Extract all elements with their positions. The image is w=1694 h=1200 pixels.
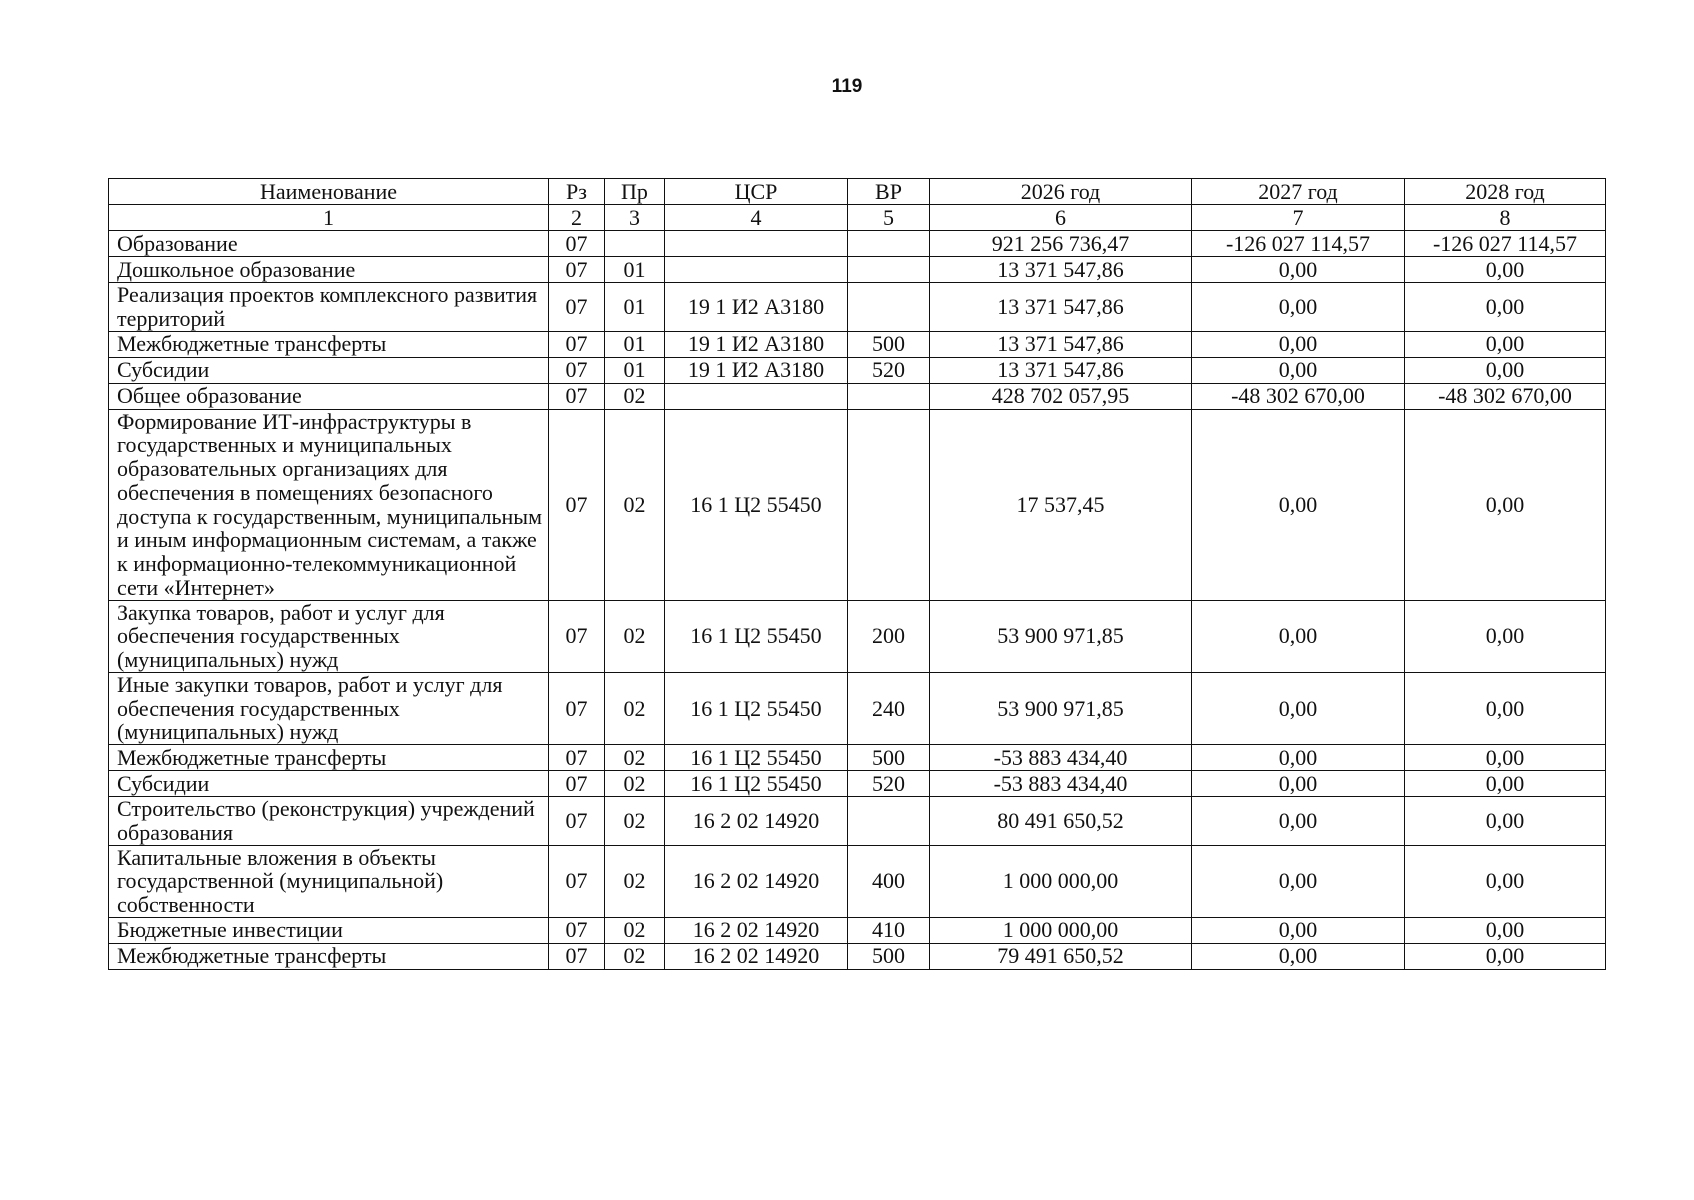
header-cell: Наименование (109, 179, 549, 205)
name-cell: Реализация проектов комплексного развития территорий (109, 283, 549, 332)
vr-cell: 520 (848, 357, 930, 383)
amount-2028-cell: 0,00 (1405, 283, 1606, 332)
pr-cell: 02 (605, 797, 665, 846)
column-number-cell: 8 (1405, 205, 1606, 231)
name-cell: Закупка товаров, работ и услуг для обеспечения государственных (муниципальных) нужд (109, 600, 549, 672)
name-cell: Капитальные вложения в объекты государственной (муниципальной) собственности (109, 845, 549, 917)
rz-cell: 07 (549, 797, 605, 846)
amount-2027-cell: -48 302 670,00 (1192, 383, 1405, 409)
amount-2026-cell: 13 371 547,86 (930, 283, 1192, 332)
table-row (109, 917, 1606, 943)
csr-cell (665, 257, 848, 283)
header-cell: ВР (848, 179, 930, 205)
amount-2028-cell: 0,00 (1405, 331, 1606, 357)
pr-cell: 02 (605, 943, 665, 969)
amount-2026-cell: -53 883 434,40 (930, 745, 1192, 771)
vr-cell: 240 (848, 672, 930, 744)
amount-2027-cell: 0,00 (1192, 917, 1405, 943)
amount-2028-cell: 0,00 (1405, 845, 1606, 917)
column-number-cell: 6 (930, 205, 1192, 231)
amount-2027-cell: 0,00 (1192, 357, 1405, 383)
amount-2028-cell: 0,00 (1405, 771, 1606, 797)
table-row (109, 797, 1606, 846)
name-cell: Формирование ИТ-инфраструктуры в государственных и муниципальных образовательных организациях для обеспечения в помещениях безопасного доступа к государственным, муниципальным и иным информационным системам, а также к информационно-телекоммуникационной сети «Интернет» (109, 409, 549, 600)
vr-cell (848, 283, 930, 332)
name-cell: Строительство (реконструкция) учреждений образования (109, 797, 549, 846)
rz-cell: 07 (549, 845, 605, 917)
table-row (109, 257, 1606, 283)
budget-table (108, 178, 1606, 970)
amount-2028-cell: -126 027 114,57 (1405, 231, 1606, 257)
amount-2026-cell: -53 883 434,40 (930, 771, 1192, 797)
amount-2027-cell: 0,00 (1192, 745, 1405, 771)
vr-cell: 500 (848, 745, 930, 771)
vr-cell: 520 (848, 771, 930, 797)
header-cell: ЦСР (665, 179, 848, 205)
name-cell: Бюджетные инвестиции (109, 917, 549, 943)
vr-cell (848, 797, 930, 846)
vr-cell (848, 257, 930, 283)
header-cell: Пр (605, 179, 665, 205)
amount-2027-cell: -126 027 114,57 (1192, 231, 1405, 257)
csr-cell: 16 2 02 14920 (665, 943, 848, 969)
amount-2026-cell: 428 702 057,95 (930, 383, 1192, 409)
rz-cell: 07 (549, 600, 605, 672)
name-cell: Межбюджетные трансферты (109, 745, 549, 771)
amount-2028-cell: 0,00 (1405, 672, 1606, 744)
amount-2026-cell: 1 000 000,00 (930, 917, 1192, 943)
rz-cell: 07 (549, 672, 605, 744)
pr-cell: 02 (605, 845, 665, 917)
header-cell: 2027 год (1192, 179, 1405, 205)
amount-2026-cell: 79 491 650,52 (930, 943, 1192, 969)
amount-2028-cell: 0,00 (1405, 797, 1606, 846)
amount-2027-cell: 0,00 (1192, 797, 1405, 846)
amount-2026-cell: 53 900 971,85 (930, 672, 1192, 744)
name-cell: Общее образование (109, 383, 549, 409)
name-cell: Субсидии (109, 357, 549, 383)
vr-cell: 400 (848, 845, 930, 917)
column-number-cell: 7 (1192, 205, 1405, 231)
pr-cell: 02 (605, 771, 665, 797)
name-cell: Межбюджетные трансферты (109, 331, 549, 357)
pr-cell: 01 (605, 283, 665, 332)
vr-cell: 200 (848, 600, 930, 672)
amount-2026-cell: 921 256 736,47 (930, 231, 1192, 257)
table-row (109, 331, 1606, 357)
name-cell: Иные закупки товаров, работ и услуг для обеспечения государственных (муниципальных) нужд (109, 672, 549, 744)
amount-2027-cell: 0,00 (1192, 845, 1405, 917)
csr-cell: 16 2 02 14920 (665, 917, 848, 943)
column-number-cell: 3 (605, 205, 665, 231)
column-number-cell: 5 (848, 205, 930, 231)
header-cell: 2028 год (1405, 179, 1606, 205)
csr-cell: 16 2 02 14920 (665, 797, 848, 846)
amount-2028-cell: 0,00 (1405, 600, 1606, 672)
pr-cell: 02 (605, 383, 665, 409)
rz-cell: 07 (549, 231, 605, 257)
vr-cell: 500 (848, 943, 930, 969)
header-cell: 2026 год (930, 179, 1192, 205)
rz-cell: 07 (549, 943, 605, 969)
table-row (109, 845, 1606, 917)
amount-2027-cell: 0,00 (1192, 257, 1405, 283)
amount-2027-cell: 0,00 (1192, 771, 1405, 797)
csr-cell: 16 1 Ц2 55450 (665, 600, 848, 672)
rz-cell: 07 (549, 917, 605, 943)
csr-cell (665, 383, 848, 409)
pr-cell: 02 (605, 745, 665, 771)
header-row (109, 179, 1606, 205)
amount-2028-cell: 0,00 (1405, 745, 1606, 771)
pr-cell: 01 (605, 257, 665, 283)
amount-2027-cell: 0,00 (1192, 600, 1405, 672)
vr-cell (848, 409, 930, 600)
amount-2027-cell: 0,00 (1192, 331, 1405, 357)
table-row (109, 600, 1606, 672)
name-cell: Образование (109, 231, 549, 257)
name-cell: Межбюджетные трансферты (109, 943, 549, 969)
pr-cell: 02 (605, 600, 665, 672)
table-row (109, 409, 1606, 600)
name-cell: Дошкольное образование (109, 257, 549, 283)
column-number-cell: 4 (665, 205, 848, 231)
amount-2026-cell: 53 900 971,85 (930, 600, 1192, 672)
rz-cell: 07 (549, 409, 605, 600)
rz-cell: 07 (549, 771, 605, 797)
pr-cell (605, 231, 665, 257)
amount-2027-cell: 0,00 (1192, 943, 1405, 969)
column-number-cell: 2 (549, 205, 605, 231)
amount-2028-cell: 0,00 (1405, 357, 1606, 383)
table-row (109, 771, 1606, 797)
rz-cell: 07 (549, 357, 605, 383)
csr-cell: 16 1 Ц2 55450 (665, 409, 848, 600)
vr-cell: 410 (848, 917, 930, 943)
amount-2028-cell: 0,00 (1405, 917, 1606, 943)
table-row (109, 283, 1606, 332)
header-cell: Рз (549, 179, 605, 205)
amount-2026-cell: 13 371 547,86 (930, 257, 1192, 283)
amount-2028-cell: 0,00 (1405, 257, 1606, 283)
amount-2028-cell: -48 302 670,00 (1405, 383, 1606, 409)
amount-2026-cell: 80 491 650,52 (930, 797, 1192, 846)
rz-cell: 07 (549, 257, 605, 283)
pr-cell: 01 (605, 357, 665, 383)
vr-cell (848, 383, 930, 409)
rz-cell: 07 (549, 331, 605, 357)
pr-cell: 02 (605, 917, 665, 943)
table-row (109, 672, 1606, 744)
table-row (109, 943, 1606, 969)
amount-2028-cell: 0,00 (1405, 409, 1606, 600)
pr-cell: 02 (605, 409, 665, 600)
amount-2026-cell: 17 537,45 (930, 409, 1192, 600)
amount-2026-cell: 13 371 547,86 (930, 331, 1192, 357)
csr-cell: 19 1 И2 А3180 (665, 331, 848, 357)
csr-cell: 19 1 И2 А3180 (665, 283, 848, 332)
vr-cell (848, 231, 930, 257)
amount-2027-cell: 0,00 (1192, 283, 1405, 332)
table-row (109, 383, 1606, 409)
table-row (109, 231, 1606, 257)
csr-cell: 16 2 02 14920 (665, 845, 848, 917)
csr-cell (665, 231, 848, 257)
csr-cell: 16 1 Ц2 55450 (665, 672, 848, 744)
csr-cell: 16 1 Ц2 55450 (665, 745, 848, 771)
amount-2027-cell: 0,00 (1192, 672, 1405, 744)
csr-cell: 16 1 Ц2 55450 (665, 771, 848, 797)
table-row (109, 357, 1606, 383)
pr-cell: 01 (605, 331, 665, 357)
pr-cell: 02 (605, 672, 665, 744)
amount-2027-cell: 0,00 (1192, 409, 1405, 600)
column-number-cell: 1 (109, 205, 549, 231)
rz-cell: 07 (549, 745, 605, 771)
csr-cell: 19 1 И2 А3180 (665, 357, 848, 383)
page-number: 119 (831, 76, 863, 97)
name-cell: Субсидии (109, 771, 549, 797)
column-number-row (109, 205, 1606, 231)
table-row (109, 745, 1606, 771)
rz-cell: 07 (549, 283, 605, 332)
rz-cell: 07 (549, 383, 605, 409)
amount-2028-cell: 0,00 (1405, 943, 1606, 969)
amount-2026-cell: 1 000 000,00 (930, 845, 1192, 917)
vr-cell: 500 (848, 331, 930, 357)
amount-2026-cell: 13 371 547,86 (930, 357, 1192, 383)
